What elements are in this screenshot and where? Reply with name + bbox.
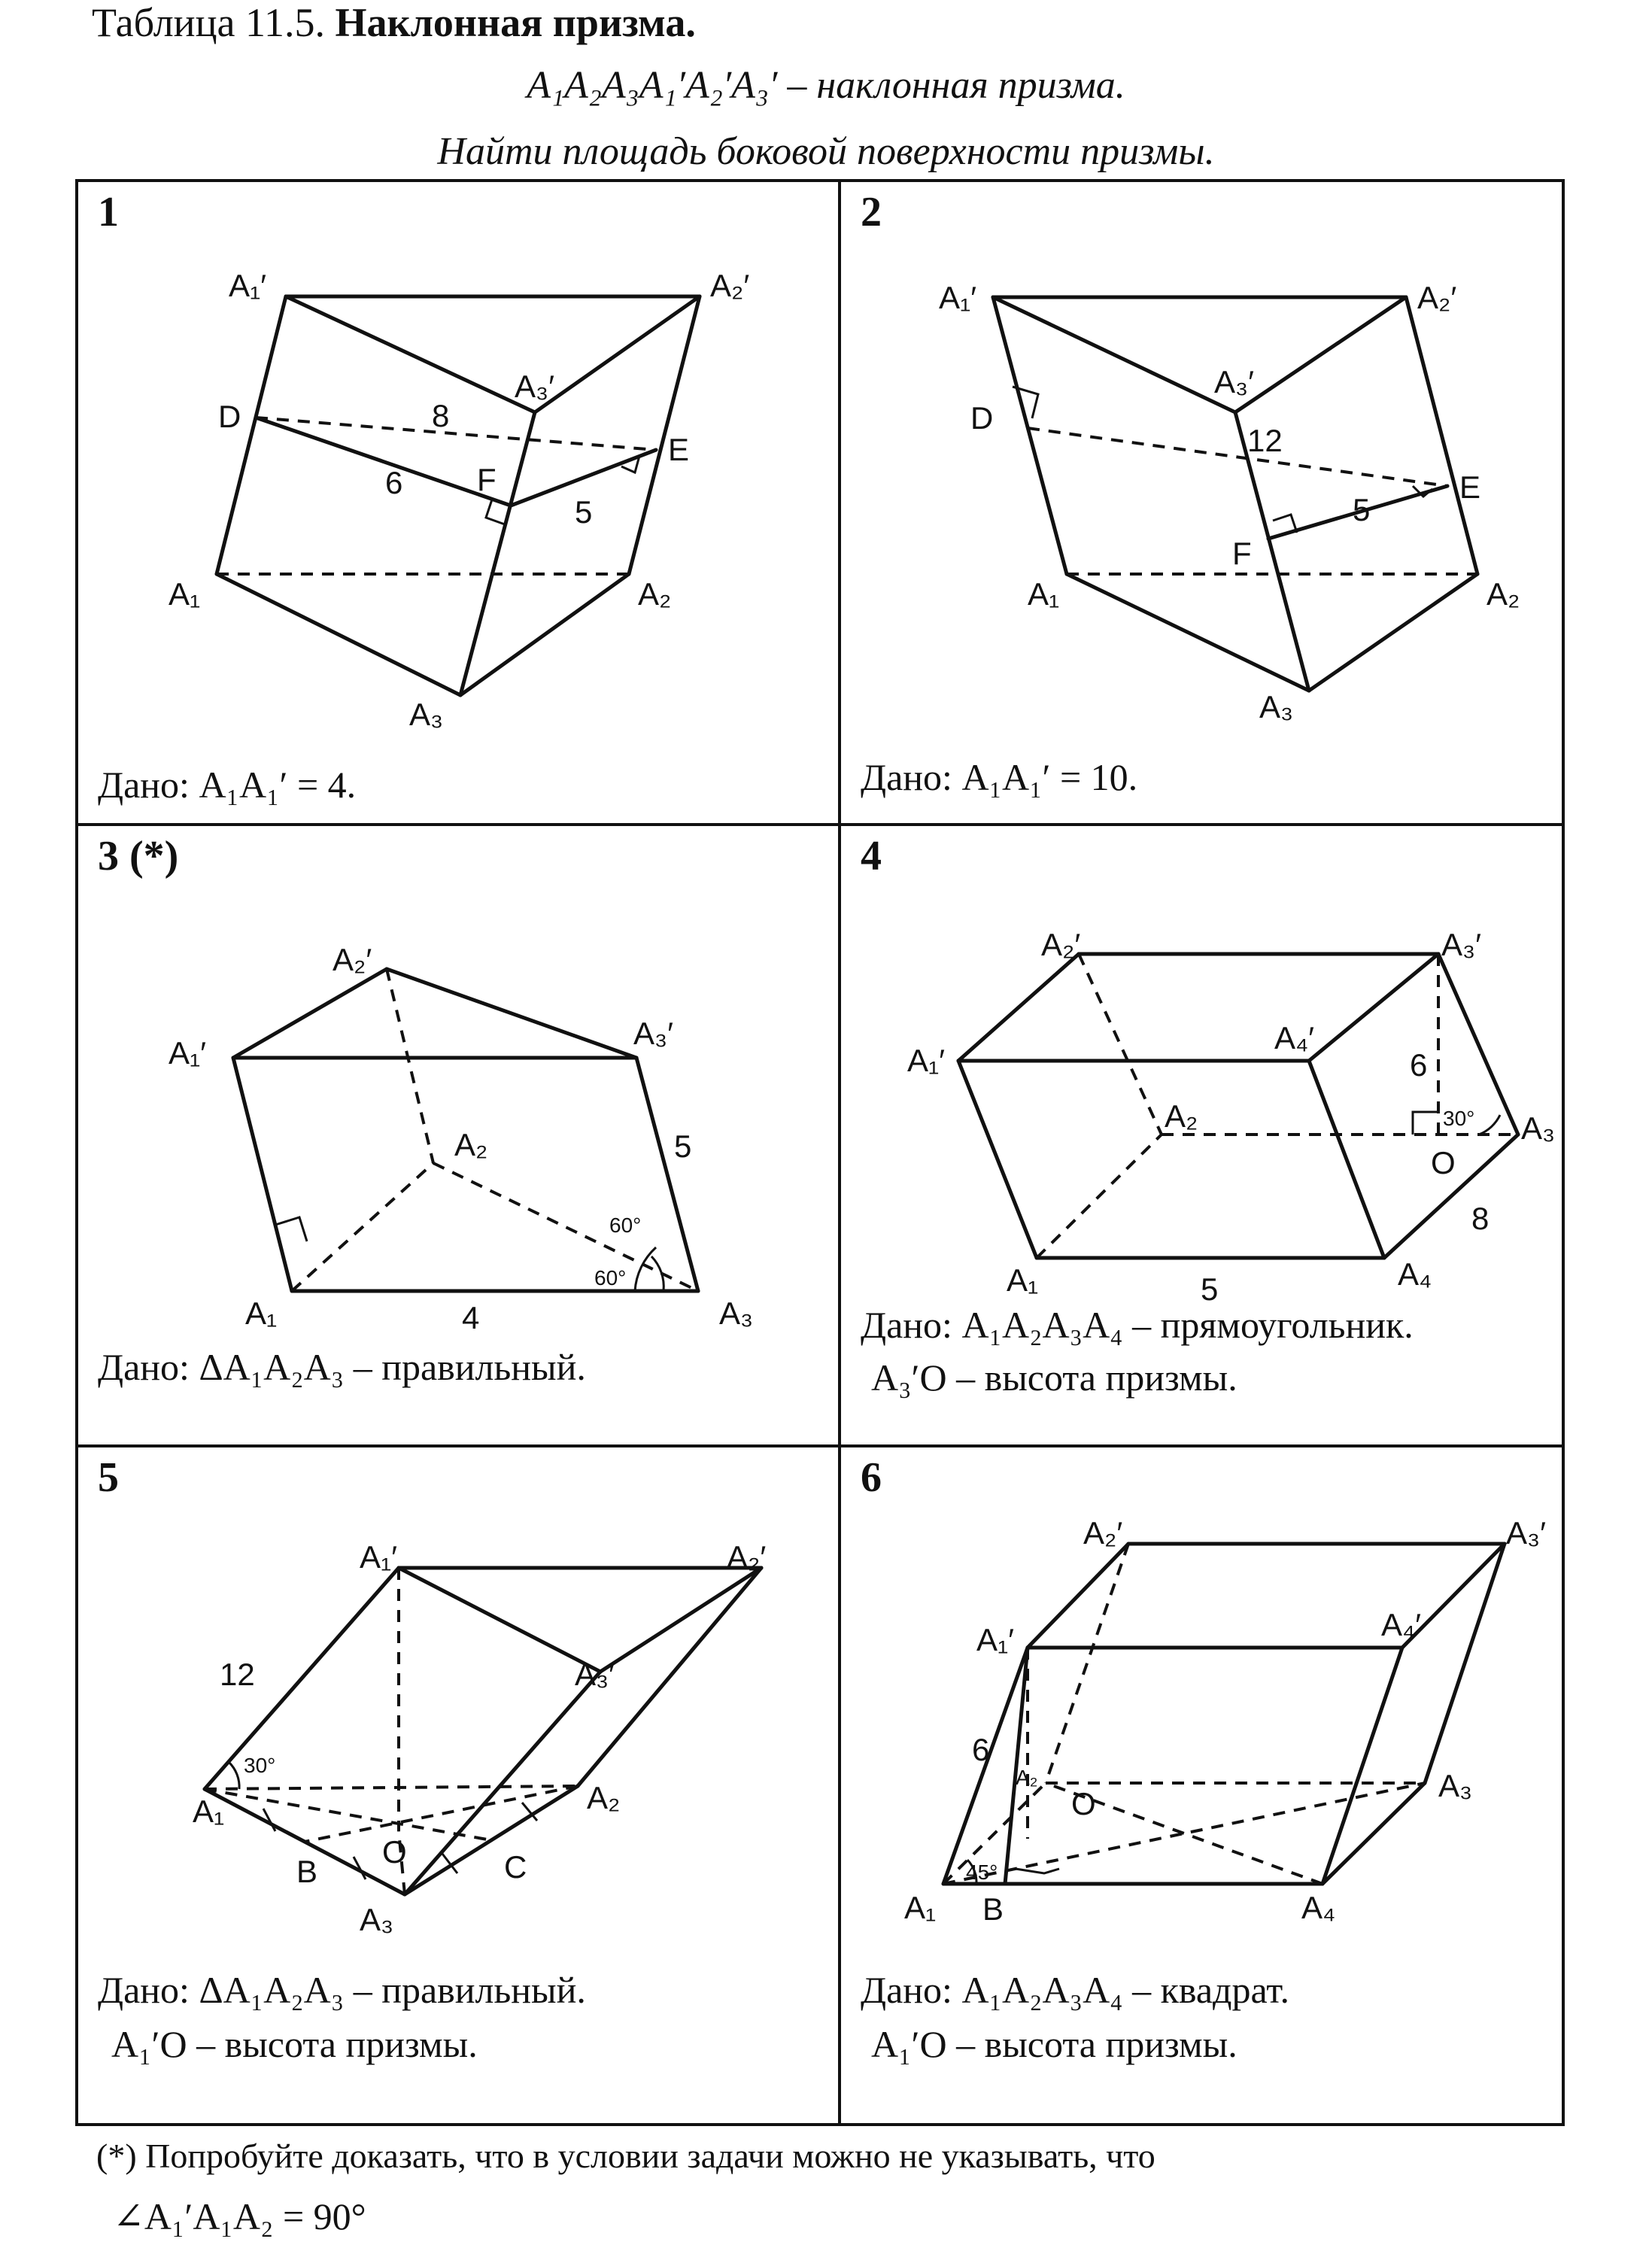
segment-value: 6 — [972, 1732, 990, 1767]
problem-number: 3 (*) — [98, 833, 179, 879]
vertex-label: A₂′ — [1417, 280, 1457, 315]
vertex-label: A₂′ — [710, 268, 750, 303]
given-condition-line1: Дано: A₁A₂A₃A₄ – квадрат. — [861, 1969, 1289, 2011]
point-label: F — [1232, 536, 1252, 571]
problem-number: 1 — [98, 189, 119, 235]
vertex-label: A₂ — [454, 1127, 488, 1162]
segment-value: 5 — [674, 1128, 692, 1164]
problem-number: 4 — [861, 833, 882, 879]
problem-number: 5 — [98, 1454, 119, 1501]
vertex-label: A₃ — [409, 697, 444, 732]
problem-cell-6 — [841, 1447, 1565, 2123]
vertex-label: A₁ — [193, 1794, 225, 1829]
vertex-label: A₂ — [638, 576, 672, 612]
point-label: O — [1071, 1786, 1096, 1821]
problem-cell-4 — [841, 826, 1565, 1447]
problem-statement: A₁A₂A₃A₁′A₂′A₃′ – наклонная призма. — [527, 64, 1125, 107]
problem-number: 6 — [861, 1454, 882, 1501]
vertex-label: A₂′ — [727, 1539, 767, 1575]
vertex-label: A₃ — [1521, 1110, 1556, 1146]
given-condition: Дано: A₁A₁′ = 4. — [98, 764, 357, 806]
angle-value: 30° — [244, 1754, 276, 1777]
problem-cell-1 — [78, 182, 841, 826]
vertex-label: A₄′ — [1381, 1607, 1422, 1642]
point-label: D — [218, 399, 241, 434]
vertex-label: A₂′ — [333, 942, 372, 977]
title-bold: Наклонная призма. — [335, 0, 696, 45]
point-label: B — [296, 1854, 318, 1889]
vertex-label: A₁′ — [939, 280, 977, 315]
point-label: O — [382, 1834, 407, 1870]
title-prefix: Таблица 11.5. — [92, 0, 325, 45]
angle-value: 60° — [609, 1214, 642, 1237]
angle-value: 45° — [966, 1861, 998, 1884]
prism-diagram-1 — [78, 182, 838, 823]
vertex-label: A₁′ — [229, 268, 267, 303]
segment-value: 5 — [1353, 492, 1371, 527]
vertex-label: A₁′ — [976, 1622, 1015, 1657]
given-condition-line2: A₃′O – высота призмы. — [871, 1356, 1237, 1399]
vertex-label: A₃′ — [1441, 927, 1481, 962]
vertex-label: A₂′ — [1083, 1515, 1123, 1551]
vertex-label: A₄ — [1398, 1256, 1432, 1292]
given-condition: Дано: ΔA₁A₂A₃ – правильный. — [98, 1346, 586, 1388]
table-title — [92, 0, 696, 45]
problem-question: Найти площадь боковой поверхности призмы. — [437, 130, 1215, 173]
vertex-label: A₁ — [245, 1296, 278, 1331]
vertex-label: A₁ — [169, 576, 201, 612]
vertex-label: A₄ — [1301, 1890, 1336, 1925]
given-condition-line1: Дано: A₁A₂A₃A₄ – прямоугольник. — [861, 1304, 1414, 1346]
footnote-line2: ∠A₁′A₁A₂ = 90° — [113, 2195, 366, 2237]
prism-diagram-2 — [841, 182, 1562, 823]
vertex-label: A₁′ — [169, 1035, 207, 1071]
segment-value: 12 — [220, 1657, 255, 1692]
segment-value: 8 — [1471, 1201, 1490, 1236]
angle-value: 60° — [594, 1266, 627, 1289]
vertex-label: A₂ — [1165, 1098, 1198, 1134]
vertex-label: A₁ — [1007, 1262, 1039, 1298]
vertex-label: A₃ — [1259, 689, 1294, 724]
point-label: C — [504, 1849, 527, 1885]
vertex-label: A₃ — [1438, 1768, 1473, 1803]
vertex-label: A₂ — [1016, 1766, 1038, 1789]
given-condition-line1: Дано: ΔA₁A₂A₃ – правильный. — [98, 1969, 586, 2011]
vertex-label: A₂ — [587, 1780, 621, 1815]
vertex-label: A₂′ — [1041, 927, 1081, 962]
vertex-label: A₄′ — [1274, 1020, 1315, 1056]
given-condition: Дано: A₁A₁′ = 10. — [861, 756, 1138, 798]
point-label: B — [982, 1891, 1004, 1927]
vertex-label: A₃′ — [1214, 364, 1254, 399]
angle-value: 30° — [1443, 1107, 1475, 1130]
segment-value: 6 — [1410, 1047, 1428, 1083]
vertex-label: A₃′ — [1506, 1515, 1546, 1551]
vertex-label: A₃ — [719, 1296, 754, 1331]
vertex-label: A₃′ — [515, 369, 554, 404]
point-label: O — [1431, 1145, 1456, 1180]
problem-number: 2 — [861, 189, 882, 235]
problem-cell-2 — [841, 182, 1565, 826]
problem-grid — [75, 179, 1565, 2126]
segment-value: 12 — [1247, 423, 1283, 458]
vertex-label: A₁ — [904, 1890, 937, 1925]
segment-value: 4 — [462, 1300, 480, 1335]
segment-value: 6 — [385, 465, 403, 500]
point-label: E — [1459, 469, 1481, 505]
vertex-label: A₁′ — [360, 1539, 398, 1575]
vertex-label: A₃′ — [633, 1016, 673, 1051]
vertex-label: A₃′ — [575, 1657, 615, 1692]
vertex-label: A₂ — [1486, 576, 1520, 612]
segment-value: 5 — [1201, 1271, 1219, 1307]
problem-cell-3 — [78, 826, 841, 1447]
given-condition-line2: A₁′O – высота призмы. — [871, 2023, 1237, 2065]
point-label: F — [477, 462, 497, 497]
vertex-label: A₃ — [360, 1902, 394, 1937]
problem-cell-5 — [78, 1447, 841, 2123]
segment-value: 8 — [432, 398, 450, 433]
footnote-line1: (*) Попробуйте доказать, что в условии задачи можно не указывать, что — [96, 2137, 1155, 2175]
point-label: E — [668, 432, 690, 467]
segment-value: 5 — [575, 494, 593, 530]
given-condition-line2: A₁′O – высота призмы. — [111, 2023, 478, 2065]
point-label: D — [970, 400, 994, 436]
vertex-label: A₁ — [1028, 576, 1060, 612]
prism-diagram-4 — [841, 826, 1562, 1444]
vertex-label: A₁′ — [907, 1043, 946, 1078]
